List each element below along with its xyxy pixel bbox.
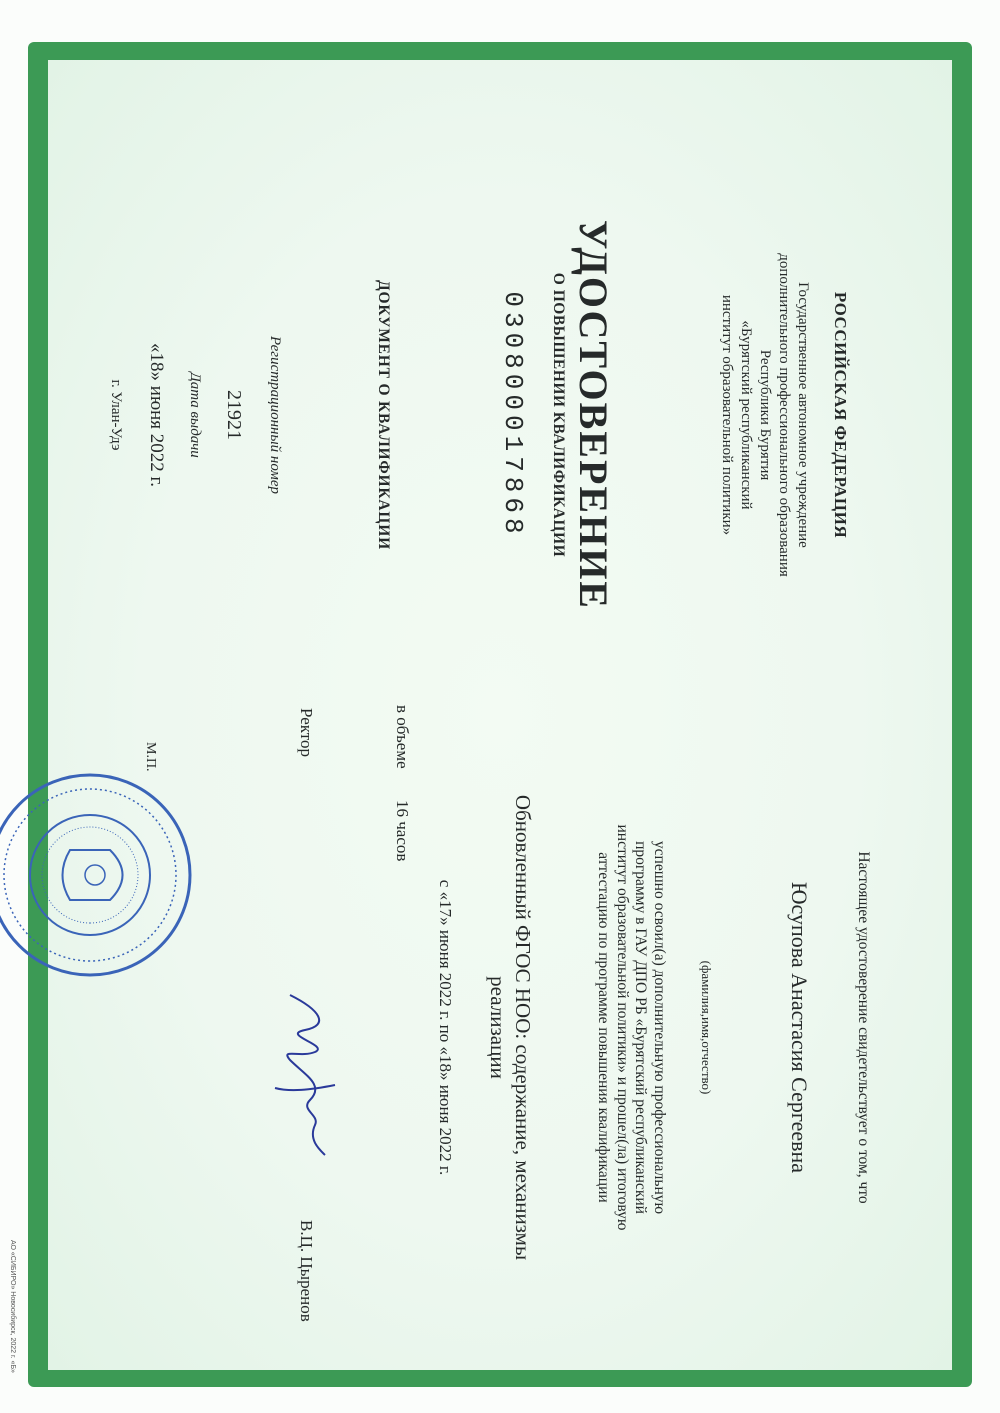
blank-number: 030800017868 xyxy=(498,291,528,539)
rector-label: Ректор xyxy=(297,708,316,758)
issue-date: «18» июня 2022 г. xyxy=(146,343,167,487)
document-type: ДОКУМЕНТ О КВАЛИФИКАЦИИ xyxy=(375,280,392,550)
body-line: успешно освоил(а) дополнительную профессиональную xyxy=(651,840,668,1215)
holder-name: Юсупова Анастасия Сергеевна xyxy=(787,881,812,1174)
registration-label: Регистрационный номер xyxy=(267,335,283,494)
seal-mark: М.П. xyxy=(143,742,158,772)
document-title: УДОСТОВЕРЕНИЕ xyxy=(571,220,616,610)
program-line: Обновленный ФГОС НОО: содержание, механизмы xyxy=(511,794,535,1261)
study-period: с «17» июня 2022 г. по «18» июня 2022 г. xyxy=(436,879,455,1176)
rector-name: В.Ц. Цыренов xyxy=(297,1220,316,1322)
org-line: Республики Бурятия xyxy=(757,349,773,481)
rector-signature xyxy=(270,990,350,1160)
body-line: программу в ГАУ ДПО РБ «Бурятский республиканский xyxy=(632,841,650,1214)
completion-text xyxy=(594,705,668,1350)
country-heading: РОССИЙСКАЯ ФЕДЕРАЦИЯ xyxy=(831,291,850,539)
org-line: институт образовательной политики» xyxy=(719,294,735,536)
printer-imprint: АО «СИБИРО» Новосибирск, 2022 г. «Б» xyxy=(9,1240,16,1373)
organization-stamp xyxy=(0,770,195,980)
volume-value: 16 часов xyxy=(393,800,412,862)
org-line: дополнительного профессионального образования xyxy=(776,253,792,577)
registration-number: 21921 xyxy=(223,390,245,440)
program-title xyxy=(485,705,535,1350)
org-line: Государственное автономное учреждение xyxy=(795,282,811,548)
certifies-text: Настоящее удостоверение свидетельствует о том, что xyxy=(855,851,872,1204)
body-line: аттестацию по программе повышения квалификации xyxy=(595,852,613,1203)
issuing-organization xyxy=(717,150,812,680)
volume-label: в объеме xyxy=(393,705,412,769)
issue-city: г. Улан-Удэ xyxy=(108,379,124,451)
issue-date-label: Дата выдачи xyxy=(187,372,203,458)
document-subtitle: О ПОВЫШЕНИИ КВАЛИФИКАЦИИ xyxy=(550,272,567,558)
program-line: реализации xyxy=(486,976,510,1079)
org-line: «Бурятский республиканский xyxy=(738,320,754,510)
body-line: институт образовательной политики» и прошел(ла) итоговую xyxy=(614,824,631,1231)
holder-name-note: (фамилия,имя,отчество) xyxy=(699,960,714,1095)
